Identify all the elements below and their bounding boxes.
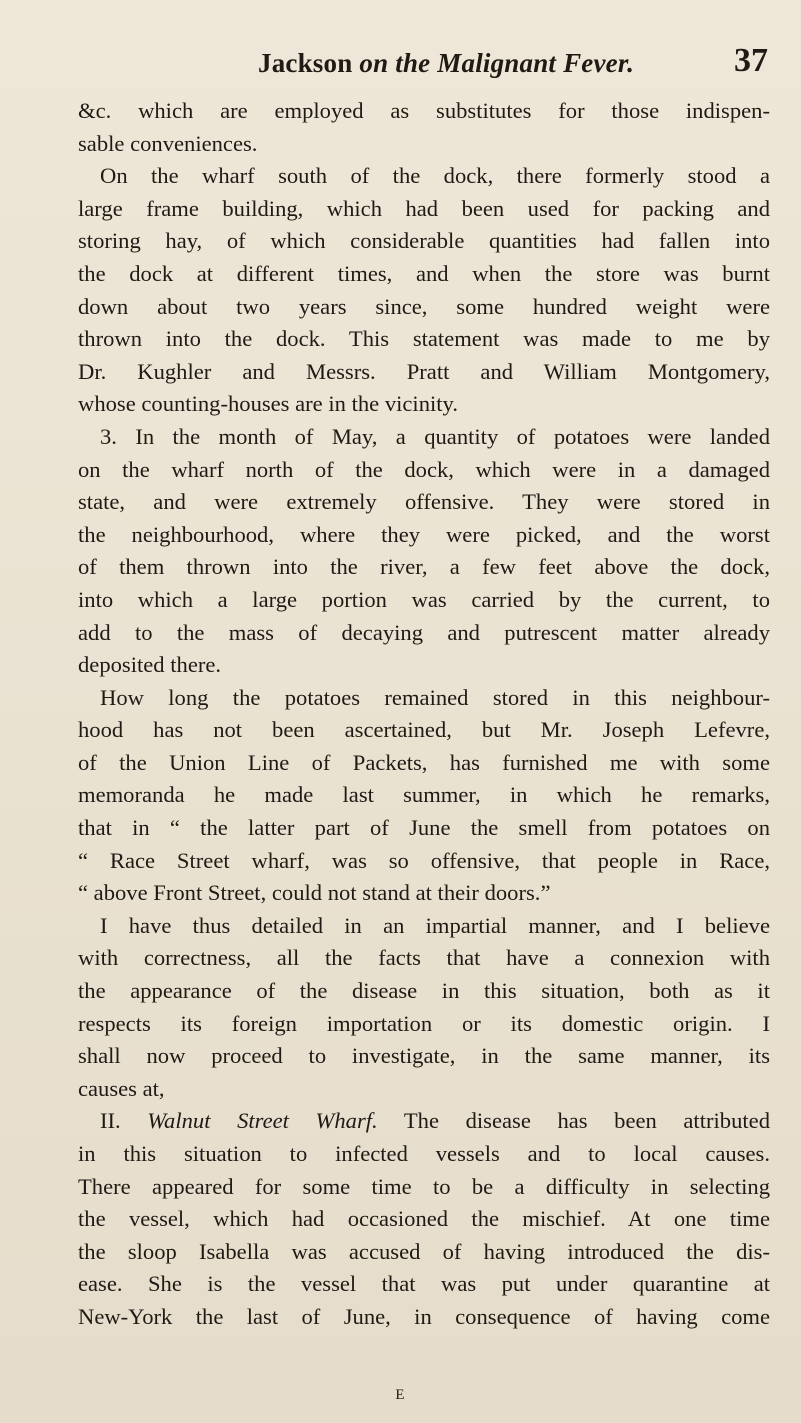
text-line: deposited there. <box>78 652 222 678</box>
text-line: into which a large portion was carried by the current, to <box>78 586 770 612</box>
text-line: respects its foreign importation or its domestic origin. I <box>78 1010 770 1036</box>
text-line: sable conveniences. <box>78 130 258 156</box>
text-line: New-York the last of June, in consequence of having come <box>78 1303 770 1329</box>
text-line: whose counting-houses are in the vicinity. <box>78 391 459 417</box>
running-title <box>258 48 634 79</box>
text-line: storing hay, of which considerable quantities had fallen into <box>78 228 770 254</box>
text-line: There appeared for some time to be a difficulty in selecting <box>78 1173 770 1199</box>
text-line: with correctness, all the facts that have a connexion with <box>78 945 770 971</box>
section-heading-line <box>78 1105 770 1138</box>
text-line: causes at, <box>78 1075 165 1101</box>
signature-mark: E <box>395 1387 406 1403</box>
text-line: in this situation to infected vessels and to local causes. <box>78 1141 770 1166</box>
page-number: 37 <box>734 42 768 79</box>
text-line: &c. which are employed as substitutes for those indispen- <box>78 98 770 123</box>
text-line: down about two years since, some hundred weight were <box>78 293 770 319</box>
text-line: ease. She is the vessel that was put under quarantine at <box>78 1271 770 1297</box>
text-line: “ above Front Street, could not stand at their doors.” <box>78 880 551 906</box>
text-line: the appearance of the disease in this situation, both as it <box>78 978 770 1004</box>
text-line: memoranda he made last summer, in which he remarks, <box>78 782 770 808</box>
running-title-author: Jackson <box>258 48 360 78</box>
text-line: the dock at different times, and when the store was burnt <box>78 260 770 286</box>
text-line: How long the potatoes remained stored in this neighbour- <box>100 684 770 710</box>
page-header <box>78 42 768 82</box>
text-line: 3. In the month of May, a quantity of potatoes were landed <box>100 423 770 449</box>
text-line: Dr. Kughler and Messrs. Pratt and William Montgomery, <box>78 358 770 384</box>
text-line: add to the mass of decaying and putrescent matter already <box>78 619 770 645</box>
text-line: the sloop Isabella was accused of having introduced the dis- <box>78 1238 770 1264</box>
text-line: on the wharf north of the dock, which were in a damaged <box>78 456 770 482</box>
text-line: On the wharf south of the dock, there formerly stood a <box>100 163 770 189</box>
text-line: thrown into the dock. This statement was made to me by <box>78 326 770 352</box>
section-label: Walnut Street Wharf. <box>147 1108 378 1134</box>
text-line: the neighbourhood, where they were picked, and the worst <box>78 521 770 547</box>
body-text <box>78 95 770 1334</box>
text-line: of them thrown into the river, a few feet above the dock, <box>78 554 770 580</box>
text-line: that in “ the latter part of June the smell from potatoes on <box>78 815 770 841</box>
text-line: shall now proceed to investigate, in the same manner, its <box>78 1043 770 1069</box>
running-title-subject: on the Malignant Fever. <box>359 48 635 78</box>
text-line: hood has not been ascertained, but Mr. Joseph Lefevre, <box>78 717 770 743</box>
section-intro: The disease has been attributed <box>377 1108 770 1134</box>
text-line: large frame building, which had been used for packing and <box>78 195 770 221</box>
text-line: “ Race Street wharf, was so offensive, that people in Race, <box>78 847 770 873</box>
text-line: I have thus detailed in an impartial manner, and I believe <box>100 912 770 938</box>
text-line: the vessel, which had occasioned the mischief. At one time <box>78 1206 770 1232</box>
text-line: of the Union Line of Packets, has furnished me with some <box>78 749 770 775</box>
section-numeral: II. <box>100 1108 148 1134</box>
text-line: state, and were extremely offensive. They were stored in <box>78 489 770 515</box>
